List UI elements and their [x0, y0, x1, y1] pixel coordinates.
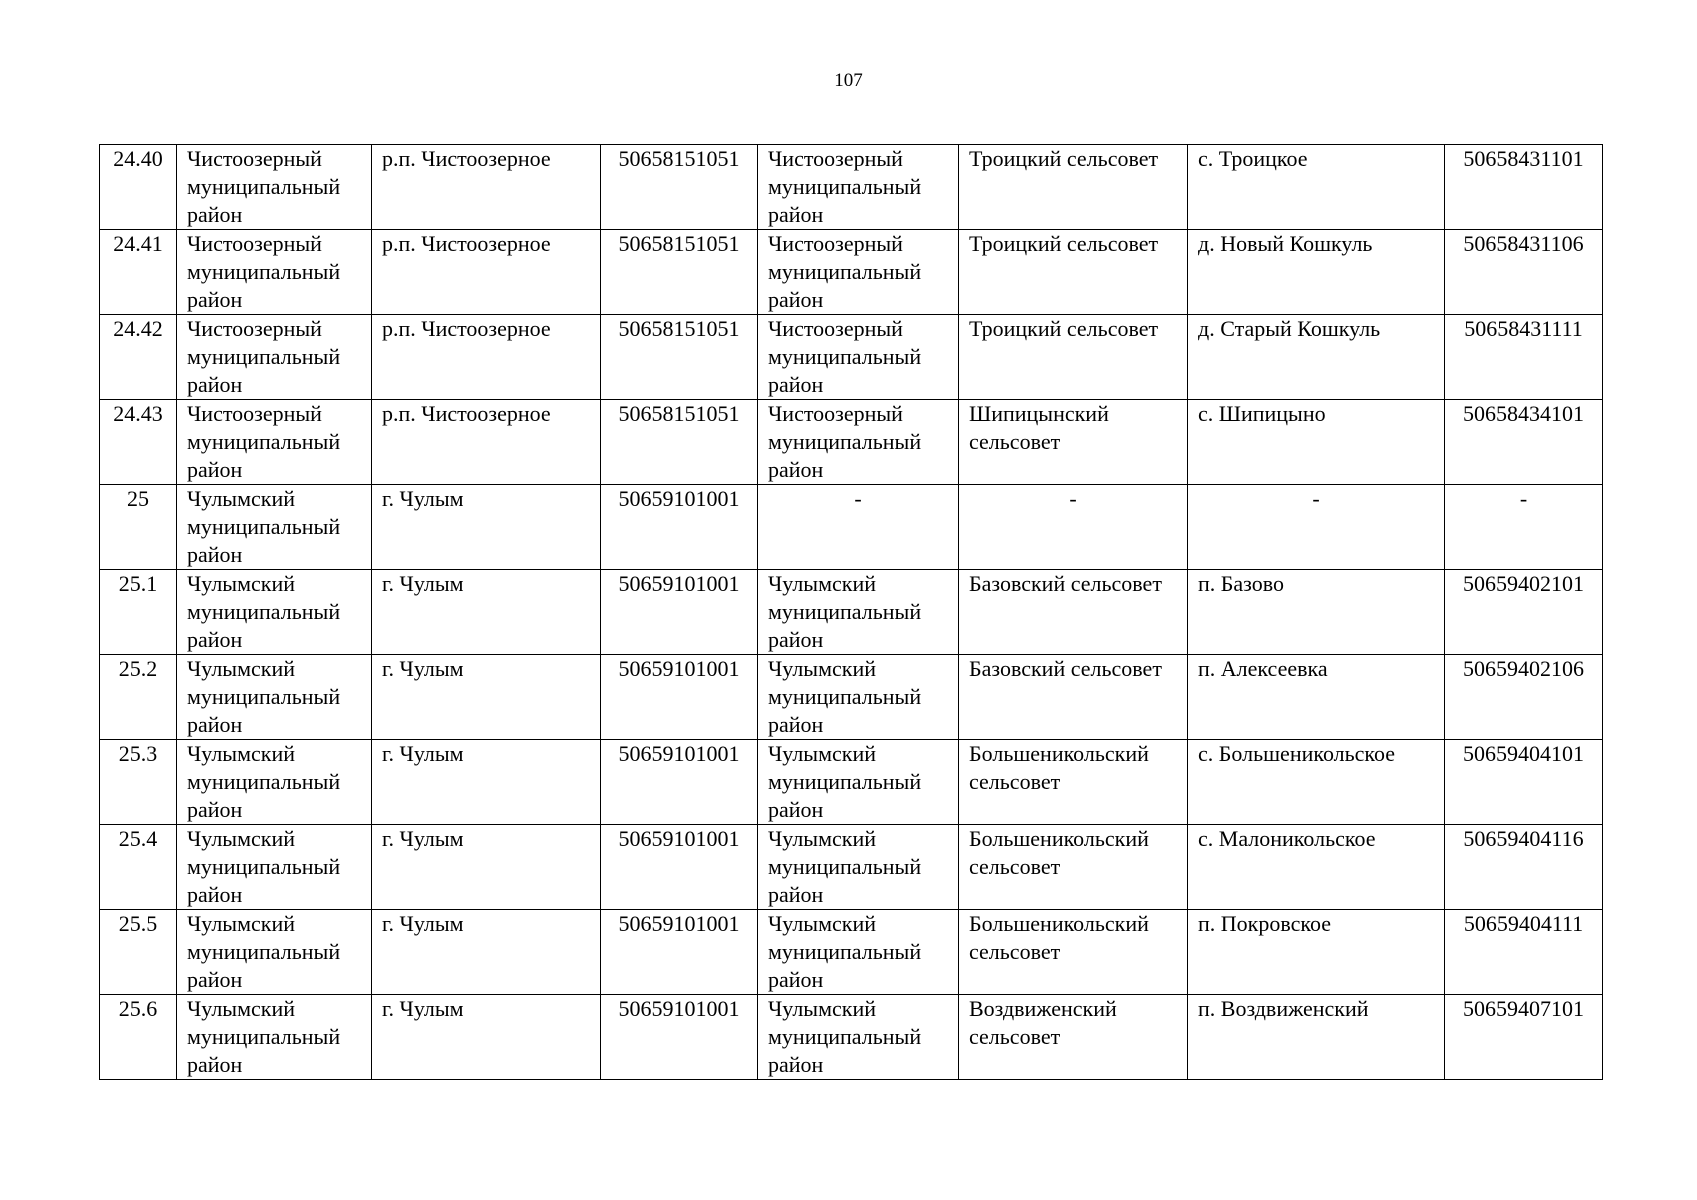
table-row	[100, 825, 1603, 910]
settlement-code-cell: -	[1445, 485, 1603, 570]
center-cell: г. Чулым	[372, 740, 601, 825]
row-number: 25.6	[100, 995, 177, 1080]
district-cell: Чулымский муниципальный район	[177, 485, 372, 570]
district-cell: Чистоозерный муниципальный район	[177, 230, 372, 315]
table-row	[100, 655, 1603, 740]
table-row	[100, 740, 1603, 825]
council-cell: Воздвиженский сельсовет	[959, 995, 1188, 1080]
municipality-cell: Чулымский муниципальный район	[758, 995, 959, 1080]
settlement-code-cell: 50658431101	[1445, 145, 1603, 230]
settlement-code-cell: 50659404111	[1445, 910, 1603, 995]
center-cell: р.п. Чистоозерное	[372, 230, 601, 315]
municipality-cell: Чулымский муниципальный район	[758, 910, 959, 995]
municipality-cell: Чистоозерный муниципальный район	[758, 400, 959, 485]
council-cell: Шипицынский сельсовет	[959, 400, 1188, 485]
municipality-cell: Чулымский муниципальный район	[758, 740, 959, 825]
council-cell: Большеникольский сельсовет	[959, 740, 1188, 825]
municipality-cell: Чистоозерный муниципальный район	[758, 230, 959, 315]
row-number: 24.41	[100, 230, 177, 315]
district-cell: Чистоозерный муниципальный район	[177, 145, 372, 230]
council-cell: Большеникольский сельсовет	[959, 825, 1188, 910]
district-cell: Чулымский муниципальный район	[177, 910, 372, 995]
district-cell: Чулымский муниципальный район	[177, 570, 372, 655]
center-code-cell: 50659101001	[601, 655, 758, 740]
settlement-code-cell: 50658434101	[1445, 400, 1603, 485]
row-number: 24.43	[100, 400, 177, 485]
district-cell: Чулымский муниципальный район	[177, 740, 372, 825]
center-code-cell: 50659101001	[601, 995, 758, 1080]
table-row	[100, 230, 1603, 315]
table-row	[100, 485, 1603, 570]
table-row	[100, 145, 1603, 230]
council-cell: Большеникольский сельсовет	[959, 910, 1188, 995]
center-code-cell: 50659101001	[601, 825, 758, 910]
table-row	[100, 400, 1603, 485]
municipality-cell: Чистоозерный муниципальный район	[758, 145, 959, 230]
row-number: 25.5	[100, 910, 177, 995]
settlement-cell: -	[1188, 485, 1445, 570]
settlement-cell: п. Воздвиженский	[1188, 995, 1445, 1080]
settlement-code-cell: 50659404116	[1445, 825, 1603, 910]
row-number: 25.1	[100, 570, 177, 655]
center-cell: р.п. Чистоозерное	[372, 145, 601, 230]
settlement-cell: п. Покровское	[1188, 910, 1445, 995]
settlement-code-cell: 50659402106	[1445, 655, 1603, 740]
row-number: 25	[100, 485, 177, 570]
municipality-cell: Чулымский муниципальный район	[758, 825, 959, 910]
row-number: 24.40	[100, 145, 177, 230]
settlement-cell: с. Малоникольское	[1188, 825, 1445, 910]
row-number: 25.4	[100, 825, 177, 910]
municipality-cell: Чулымский муниципальный район	[758, 655, 959, 740]
row-number: 24.42	[100, 315, 177, 400]
settlement-code-cell: 50658431106	[1445, 230, 1603, 315]
page-number: 107	[834, 70, 863, 91]
settlement-cell: д. Новый Кошкуль	[1188, 230, 1445, 315]
center-cell: г. Чулым	[372, 485, 601, 570]
table-row	[100, 315, 1603, 400]
settlement-code-cell: 50659402101	[1445, 570, 1603, 655]
center-cell: г. Чулым	[372, 570, 601, 655]
center-cell: р.п. Чистоозерное	[372, 400, 601, 485]
center-code-cell: 50658151051	[601, 230, 758, 315]
center-cell: г. Чулым	[372, 825, 601, 910]
center-code-cell: 50659101001	[601, 740, 758, 825]
settlement-code-cell: 50659404101	[1445, 740, 1603, 825]
center-cell: р.п. Чистоозерное	[372, 315, 601, 400]
municipality-cell: Чистоозерный муниципальный район	[758, 315, 959, 400]
municipality-cell: Чулымский муниципальный район	[758, 570, 959, 655]
district-cell: Чулымский муниципальный район	[177, 995, 372, 1080]
center-code-cell: 50658151051	[601, 145, 758, 230]
council-cell: Троицкий сельсовет	[959, 315, 1188, 400]
settlement-cell: с. Большеникольское	[1188, 740, 1445, 825]
center-code-cell: 50659101001	[601, 570, 758, 655]
settlement-cell: с. Шипицыно	[1188, 400, 1445, 485]
council-cell: -	[959, 485, 1188, 570]
settlement-cell: с. Троицкое	[1188, 145, 1445, 230]
center-cell: г. Чулым	[372, 655, 601, 740]
table-row	[100, 995, 1603, 1080]
center-cell: г. Чулым	[372, 910, 601, 995]
row-number: 25.3	[100, 740, 177, 825]
council-cell: Базовский сельсовет	[959, 655, 1188, 740]
council-cell: Троицкий сельсовет	[959, 145, 1188, 230]
settlement-cell: д. Старый Кошкуль	[1188, 315, 1445, 400]
district-cell: Чистоозерный муниципальный район	[177, 400, 372, 485]
council-cell: Троицкий сельсовет	[959, 230, 1188, 315]
district-cell: Чулымский муниципальный район	[177, 655, 372, 740]
row-number: 25.2	[100, 655, 177, 740]
center-code-cell: 50658151051	[601, 315, 758, 400]
table-row	[100, 910, 1603, 995]
council-cell: Базовский сельсовет	[959, 570, 1188, 655]
district-cell: Чистоозерный муниципальный район	[177, 315, 372, 400]
settlements-table	[99, 144, 1603, 1080]
center-cell: г. Чулым	[372, 995, 601, 1080]
municipality-cell: -	[758, 485, 959, 570]
settlement-code-cell: 50659407101	[1445, 995, 1603, 1080]
center-code-cell: 50659101001	[601, 910, 758, 995]
settlement-code-cell: 50658431111	[1445, 315, 1603, 400]
center-code-cell: 50659101001	[601, 485, 758, 570]
district-cell: Чулымский муниципальный район	[177, 825, 372, 910]
settlement-cell: п. Базово	[1188, 570, 1445, 655]
settlement-cell: п. Алексеевка	[1188, 655, 1445, 740]
center-code-cell: 50658151051	[601, 400, 758, 485]
table-row	[100, 570, 1603, 655]
